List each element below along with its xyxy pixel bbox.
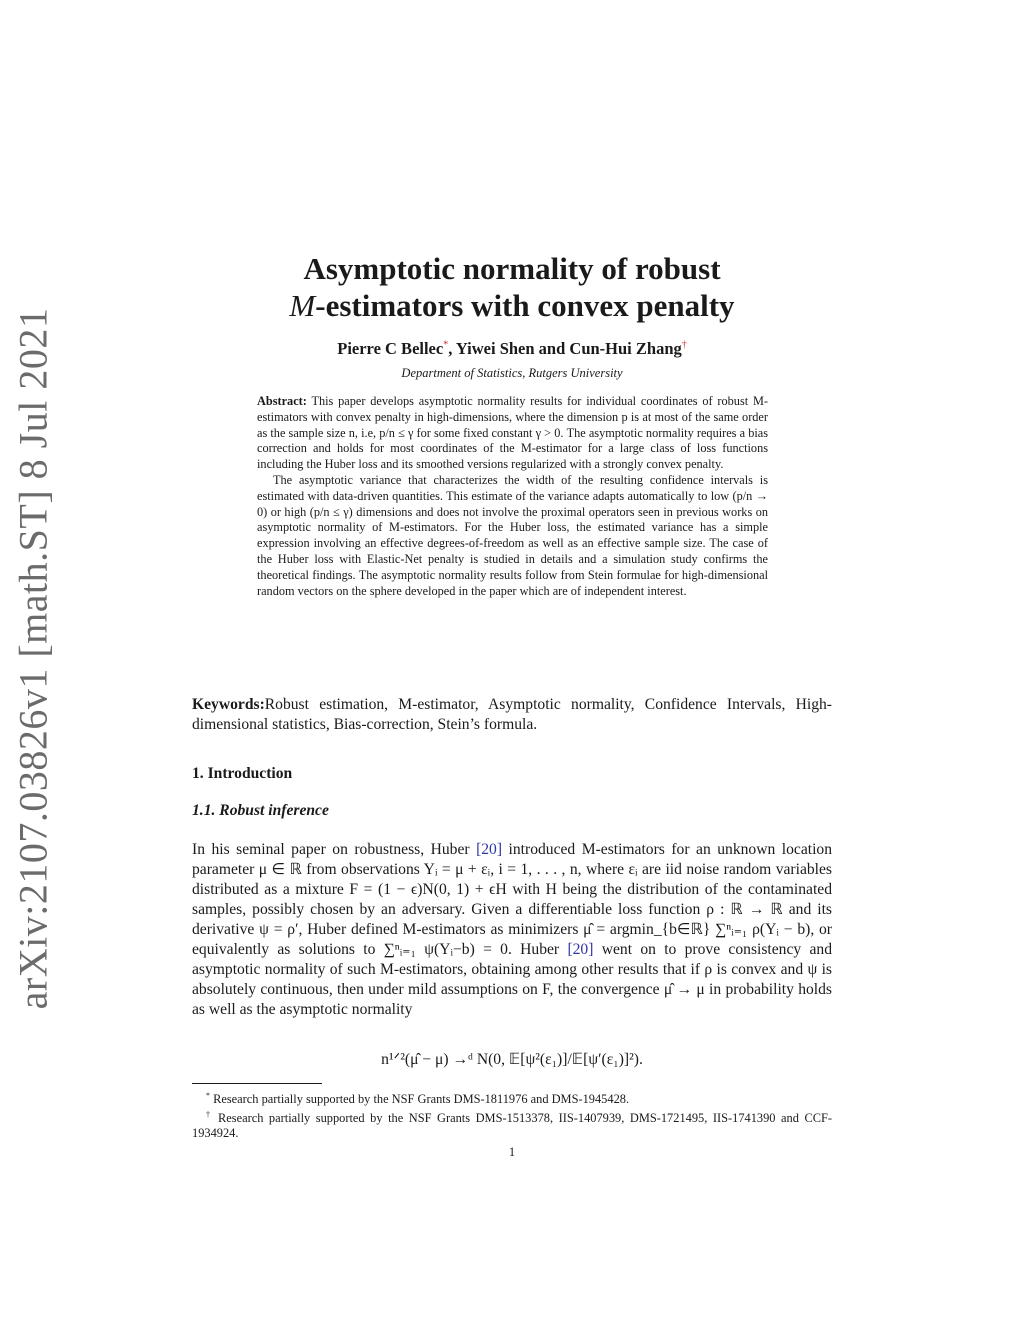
footnote-2-text: Research partially supported by the NSF Grants DMS-1513378, IIS-1407939, DMS-1721495, IIS-1741390 and CCF-1934924. <box>192 1111 833 1141</box>
arxiv-identifier <box>10 307 56 1009</box>
abstract <box>257 394 768 599</box>
keywords-text: Robust estimation, M-estimator, Asymptotic normality, Confidence Intervals, High-dimensional statistics, Bias-correction, Stein’s formula. <box>192 696 832 733</box>
title-line-1: Asymptotic normality of robust <box>303 251 721 286</box>
footnote-1-text: Research partially supported by the NSF Grants DMS-1811976 and DMS-1945428. <box>210 1092 630 1107</box>
title-m-symbol: M <box>289 288 316 323</box>
section-heading: 1. Introduction <box>192 765 293 782</box>
footnote-mark-1[interactable]: * <box>443 339 449 351</box>
footnote-2-mark: † <box>206 1110 213 1120</box>
intro-paragraph <box>192 840 832 1020</box>
footnote-rule <box>192 1083 322 1084</box>
abstract-label: Abstract: <box>257 394 307 408</box>
title-line-2: -estimators with convex penalty <box>315 288 735 323</box>
display-equation: n¹ᐟ²(μ̂ − μ) →ᵈ N(0, 𝔼[ψ²(ε₁)]/𝔼[ψ′(ε₁)]²). <box>381 1051 643 1068</box>
footnote-2 <box>192 1107 832 1141</box>
affiliation: Department of Statistics, Rutgers University <box>401 366 623 380</box>
intro-text-2: introduced M-estimators for an unknown location parameter μ ∈ ℝ from observations Yᵢ = μ + εᵢ, i = 1, . . . , n, where εᵢ are iid noise random variables distributed as a mixture F = (1 − ϵ)N(0, 1) + ϵH with H being the distribution of the contaminated samples, possibly chosen by an adversary. Given a differentiable loss function ρ : ℝ → ℝ and its derivative ψ = ρ′, Huber defined M-estimators as minimizers μ̂ = argmin_{b∈ℝ} ∑ⁿᵢ₌₁ ρ(Yᵢ − b), or equivalently as solutions to ∑ⁿᵢ₌₁ ψ(Yᵢ−b) = 0. Huber <box>192 841 832 958</box>
citation-link[interactable]: [20] <box>567 941 594 958</box>
keywords <box>192 695 832 735</box>
intro-text-3: went on to prove consistency and asymptotic normality of such M-estimators, obtaining among other results that if ρ is convex and ψ is absolutely continuous, then under mild assumptions on F, the convergence μ̂ → μ in probability holds as well as the asymptotic normality <box>192 941 832 1018</box>
abstract-paragraph-2: The asymptotic variance that characterizes the width of the resulting confidence intervals is estimated with data-driven quantities. This estimate of the variance adapts automatically to low (p/n → 0) or high (p/n ≤ γ) dimensions and does not involve the proximal operators seen in previous works on asymptotic normality of M-estimators. For the Huber loss, the estimated variance has a simple expression involving an effective degrees-of-freedom as well as an effective sample size. The case of the Huber loss with Elastic-Net penalty is studied in details and a simulation study confirms the theoretical findings. The asymptotic normality results follow from Stein formulae for high-dimensional random vectors on the sphere developed in the paper which are of independent interest. <box>257 472 768 598</box>
page-number: 1 <box>508 1145 516 1159</box>
abstract-paragraph-1 <box>257 394 768 473</box>
subsection-heading: 1.1. Robust inference <box>192 802 329 819</box>
author-1: Pierre C Bellec <box>337 339 444 358</box>
footnotes <box>192 1088 832 1141</box>
citation-link[interactable]: [20] <box>476 841 503 858</box>
keywords-label: Keywords: <box>192 696 265 713</box>
authors-rest: , Yiwei Shen and Cun-Hui Zhang <box>448 339 682 358</box>
footnote-mark-2[interactable]: † <box>681 339 687 351</box>
arxiv-identifier-text: arXiv:2107.03826v1 [math.ST] 8 Jul 2021 <box>10 307 56 1009</box>
paper-title <box>192 250 832 324</box>
abstract-text-1: This paper develops asymptotic normality results for individual coordinates of robust M-estimators with convex penalty in high-dimensions, where the dimension p is at most of the same order as the sample size n, i.e, p/n ≤ γ for some fixed constant γ > 0. The asymptotic normality requires a bias correction and holds for most coordinates of the M-estimator for a large class of loss functions including the Huber loss and its smoothed versions regularized with a strongly convex penalty. <box>257 394 768 472</box>
intro-text-1: In his seminal paper on robustness, Huber <box>192 841 477 858</box>
footnote-1 <box>192 1088 832 1107</box>
author-list <box>192 339 832 359</box>
footnote-1-mark: * <box>206 1091 210 1100</box>
